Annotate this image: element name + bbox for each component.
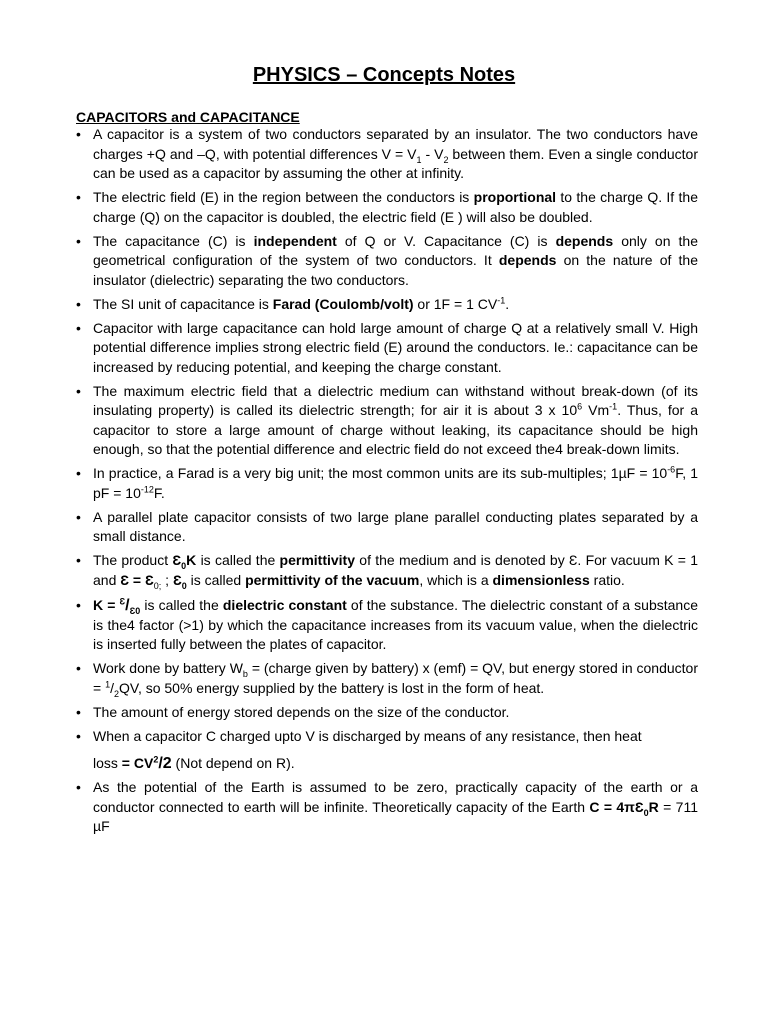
page-title: PHYSICS – Concepts Notes [252, 64, 516, 86]
text: The capacitance (C) is [93, 232, 254, 249]
text: is called [186, 571, 246, 588]
bullet-permittivity [76, 551, 698, 590]
superscript: -1 [609, 401, 618, 412]
bullet-earth-capacity [76, 778, 698, 837]
text: . [505, 295, 510, 312]
text: (Not depend on R). [171, 755, 295, 771]
text: of the medium and is denoted by Ɛ. For vacuum K = 1 and [93, 552, 698, 588]
superscript: Ɛ [119, 596, 126, 607]
subscript: 0 [181, 580, 187, 591]
text: between them. Even a single conductor can be used as a capacitor by assuming the other at infinity. [93, 145, 698, 181]
bullet-work-done [76, 659, 698, 698]
subscript: Ɛ0 [129, 605, 141, 616]
bold-text: / [125, 597, 130, 614]
bullet-si-unit [76, 295, 698, 315]
subscript: 2 [443, 154, 449, 165]
subscript: 0 [643, 807, 649, 818]
superscript: -12 [140, 483, 154, 494]
superscript: 1 [105, 678, 111, 689]
text: The maximum electric field that a dielectric medium can withstand without break-down (of its insulating property) is called its dielectric strength; for air it is about 3 x 10 [93, 382, 698, 418]
text: on the nature of the insulator (dielectric) separating the two conductors. [93, 252, 698, 288]
superscript: 6 [577, 401, 583, 412]
text: A capacitor is a system of two conductors separated by an insulator. The two conductors have charges +Q and –Q, with potential differences V = V [93, 126, 698, 162]
bold-text: R [648, 798, 659, 815]
text: / [110, 679, 114, 696]
subscript: 0 [181, 560, 187, 571]
superscript: -6 [667, 464, 676, 475]
bullet-dielectric-strength [76, 382, 698, 460]
superscript: 2 [153, 754, 159, 765]
bold-text: Farad (Coulomb/volt) [272, 295, 414, 312]
bullet-dielectric-constant [76, 596, 698, 655]
superscript: -1 [497, 294, 506, 305]
bold-text: Ɛ = Ɛ [120, 571, 154, 588]
text: In practice, a Farad is a very big unit; the most common units are its sub-multiples; 1µF = 10 [93, 465, 668, 481]
text: The SI unit of capacitance is [93, 295, 273, 312]
text: Work done by battery W [93, 660, 243, 676]
bold-text: dimensionless [492, 571, 590, 588]
bold-text: /2 [158, 755, 172, 772]
bold-text: Ɛ [172, 552, 182, 568]
text: is called the [140, 597, 223, 613]
section-heading: CAPACITORS and CAPACITANCE [76, 109, 300, 125]
bullet-farad-submultiples [76, 464, 698, 503]
bullet-list [76, 125, 698, 841]
text: to the charge Q. If the charge (Q) on the capacitor is doubled, the electric field (E ) will also be doubled. [93, 189, 698, 225]
text: - V [421, 145, 444, 162]
text: As the potential of the Earth is assumed to be zero, practically capacity of the earth or a conductor connected to earth will be infinite. Theoretically capacity of the Earth [93, 779, 698, 815]
bold-text: proportional [473, 189, 557, 205]
bold-text: independent [253, 232, 337, 249]
subscript: 0; [153, 580, 162, 591]
subscript: 1 [416, 154, 422, 165]
text: ; [161, 571, 173, 588]
text: . Thus, for a capacitor to store a large amount of charge without leaking, its capacitance should be high enough, so that the potential difference and electric field do not exceed the4 break-down limits. [93, 402, 698, 457]
text: F. [153, 484, 165, 501]
bullet-large-capacitance [76, 319, 698, 378]
subscript: 2 [113, 688, 119, 699]
subscript: b [242, 668, 248, 679]
text: , which is a [419, 571, 493, 588]
text: of the substance. The dielectric constant of a substance is the4 factor (>1) by which the capacitance increases from its vacuum value, when the dielectric is inserted fully between the plates of capacitor. [93, 597, 698, 652]
bold-text: permittivity [279, 552, 356, 568]
text: Vm [582, 402, 610, 418]
text: The amount of energy stored depends on the size of the conductor. [93, 703, 510, 720]
text: The product [93, 552, 173, 568]
text: Capacitor with large capacitance can hold large amount of charge Q at a relatively small V. High potential difference implies strong electric field (E) around the conductors. Ie.: capacitance can be increased by reducing potential, and keeping the charge constant. [93, 319, 698, 375]
text: only on the geometrical configuration of the system of two conductors. It [93, 232, 699, 268]
bullet-capacitor-definition [76, 125, 698, 184]
text: of Q or V. Capacitance (C) is [336, 232, 556, 249]
text: is called the [196, 552, 280, 568]
bold-text: = CV [121, 755, 154, 771]
bold-text: K = [93, 597, 120, 613]
text: loss [93, 755, 122, 771]
bold-text: Ɛ [172, 571, 182, 588]
bullet-heat-loss [76, 727, 698, 774]
text: The electric field (E) in the region between the conductors is [93, 189, 474, 205]
bullet-energy-stored [76, 703, 698, 723]
bold-text: permittivity of the vacuum [245, 571, 420, 588]
bold-text: C = 4πƐ [589, 798, 644, 815]
text: = (charge given by battery) x (emf) = QV, but energy stored in conductor = [93, 660, 698, 696]
text: ratio. [589, 571, 625, 588]
text: QV, so 50% energy supplied by the battery is lost in the form of heat. [119, 679, 545, 696]
bullet-parallel-plate [76, 508, 698, 547]
text: When a capacitor C charged upto V is discharged by means of any resistance, then heat [93, 727, 642, 744]
bullet-capacitance-independence [76, 232, 698, 291]
bullet-electric-field [76, 188, 698, 227]
text: = 711 µF [93, 798, 699, 834]
bold-text: depends [498, 252, 557, 268]
text: F, 1 pF = 10 [93, 465, 698, 501]
formula-line [93, 754, 698, 774]
bold-text: depends [555, 232, 614, 249]
text: A parallel plate capacitor consists of two large plane parallel conducting plates separated by a small distance. [93, 508, 698, 544]
bold-text: dielectric constant [222, 597, 347, 613]
text: or 1F = 1 CV [413, 295, 498, 312]
bold-text: K [186, 552, 197, 568]
